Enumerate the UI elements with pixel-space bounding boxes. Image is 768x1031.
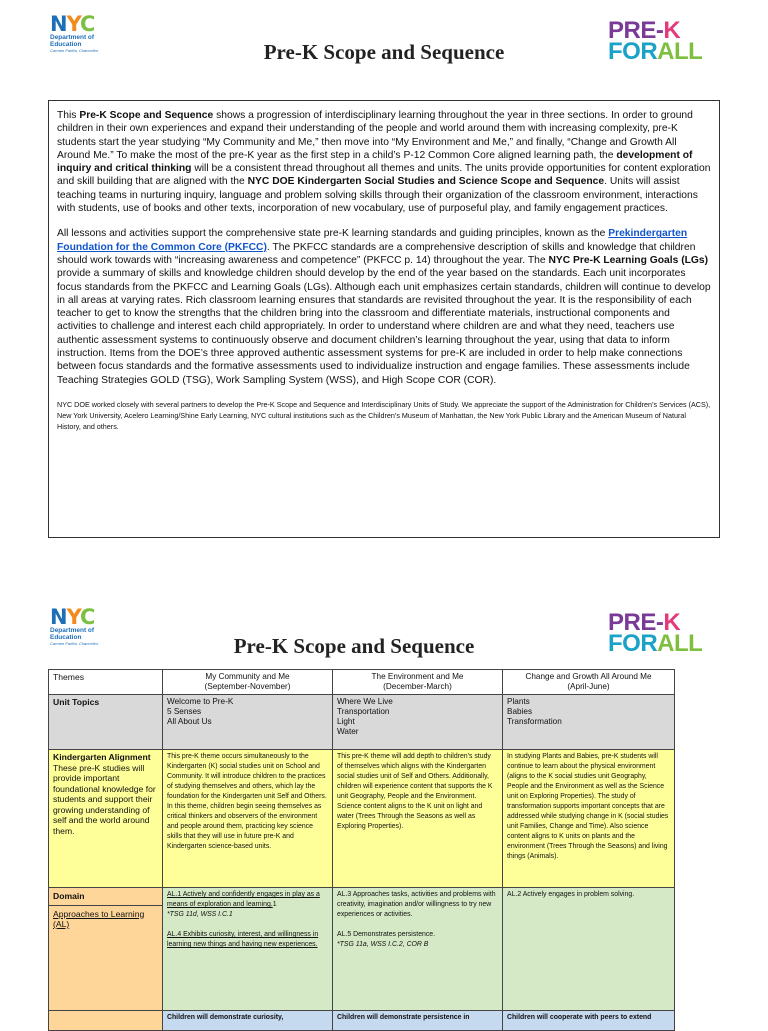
- intro-text-box: [48, 100, 720, 538]
- domain-row: [49, 888, 675, 1011]
- pkfcc-link[interactable]: Prekindergarten Foundation for the Common Core (PKFCC): [57, 228, 688, 253]
- domain-col3: AL.2 Actively engages in problem solving.: [503, 888, 675, 1011]
- header-col1: My Community and Me (September-November): [163, 670, 333, 695]
- kindergarten-alignment-label: Kindergarten Alignment These pre-K studies will provide important foundational knowledge for students and support their growing understanding of self and the world around them.: [49, 750, 163, 888]
- nyc-logo-tagline: Carmen Fariña, Chancellor: [50, 48, 99, 53]
- domain-col2: AL.3 Approaches tasks, activities and problems with creativity, imagination and/or willingness to try new experiences or activities. AL.5 Demonstrates persistence. *TSG 11a, WSS I.C.2, COR B: [333, 888, 503, 1011]
- kindergarten-col1: This pre-K theme occurs simultaneously to the Kindergarten (K) social studies unit on School and Community. It will introduce children to the practices of studying themselves and others, which lay the foundation for the Kindergarten unit Self and Others. In this theme, children begin seeing themselves as critical thinkers and observers of the environment and people around them, practicing key science skills that they will use in future pre-K and Kindergarten science-based units.: [163, 750, 333, 888]
- header-col3: Change and Growth All Around Me (April-June): [503, 670, 675, 695]
- domain-col1: AL.1 Actively and confidently engages in play as a means of exploration and learning.1 *TSG 11d, WSS I.C.1 AL.4 Exhibits curiosity, interest, and willingness in learning new things and having new experiences.: [163, 888, 333, 1011]
- nyc-logo-letters: NYC: [50, 12, 95, 36]
- prek-for-all-logo: PRE-K FORALL: [608, 17, 703, 65]
- scope-sequence-table: [48, 669, 675, 1031]
- header-themes: Themes: [49, 670, 163, 695]
- unit-topics-label: Unit Topics: [49, 695, 163, 750]
- prek-for-all-logo-2: PRE-K FORALL: [608, 609, 703, 657]
- unit-topics-col3: Plants Babies Transformation: [503, 695, 675, 750]
- header-col2: The Environment and Me (December-March): [333, 670, 503, 695]
- nyc-logo-letters: NYC: [50, 605, 95, 629]
- kindergarten-alignment-row: [49, 750, 675, 888]
- intro-paragraph-2: All lessons and activities support the comprehensive state pre-K learning standards and guiding principles, known as the Prekindergarten Foundation for the Common Core (PKFCC). The PKFCC standards are a comprehensive description of skills and knowledge that children should work towards with “increasing awareness and competence” (PKFCC p. 14) throughout the year. The NYC Pre-K Learning Goals (LGs) provide a summary of skills and knowledge children should develop by the end of the year based on the standards. Each unit incorporates focus standards from the PKFCC and Learning Goals (LGs). Although each unit emphasizes certain standards, children will continue to develop in all areas at varying rates. Rich classroom learning ensures that standards are revisited throughout the year. It is the responsibility of each teacher to get to know the strengths that the children bring into the classroom and differentiate materials, instructional components and activities to challenge and interest each child appropriately. In order to understand where children are and what they need, teachers use authentic assessment systems to continuously observe and document children’s learning throughout the year, using that data to inform instruction. Items from the DOE’s three approved authentic assessment systems for pre-K are included in order to help make connections between focus standards and the formative assessments used to individualize instruction and engage families. These assessments include Teaching Strategies GOLD (TSG), Work Sampling System (WSS), and High Scope COR (COR).: [57, 228, 711, 386]
- nyc-logo-edu: Education: [50, 41, 82, 48]
- domain-label: Domain Approaches to Learning (AL): [49, 888, 163, 1011]
- next-row-col1: Children will demonstrate curiosity,: [163, 1011, 333, 1031]
- kindergarten-col2: This pre-K theme will add depth to children’s study of themselves which aligns with the Kindergarten social studies unit of Self and Others. Additionally, children will experience content that supports the K unit Geography, People and the Environment. Science content aligns to the K unit on light and water (Trees Through the Seasons as well as Exploring Properties).: [333, 750, 503, 888]
- page-title-2: Pre-K Scope and Sequence: [233, 634, 475, 658]
- nyc-logo-edu: Education: [50, 634, 82, 641]
- unit-topics-col2: Where We Live Transportation Light Water: [333, 695, 503, 750]
- intro-acknowledgement: NYC DOE worked closely with several partners to develop the Pre-K Scope and Sequence and Interdisciplinary Units of Study. We appreciate the support of the Administration for Children’s Services (ACS), New York University, Acelero Learning/Shine Early Learning, NYC cultural institutions such as the Children’s Museum of Manhattan, the New York Public Library and the American Museum of Natural History, and others.: [57, 399, 711, 431]
- next-row: [49, 1011, 675, 1031]
- nyc-logo-tagline: Carmen Fariña, Chancellor: [50, 641, 99, 646]
- unit-topics-col1: Welcome to Pre-K 5 Senses All About Us: [163, 695, 333, 750]
- table-header-row: [49, 670, 675, 695]
- nyc-logo-dept: Department of: [50, 34, 95, 41]
- next-row-col3: Children will cooperate with peers to extend: [503, 1011, 675, 1031]
- page-title: Pre-K Scope and Sequence: [263, 40, 505, 64]
- intro-paragraph-1: This Pre-K Scope and Sequence shows a progression of interdisciplinary learning throughout the year in three sections. In order to ground children in their own experiences and expand their understanding of the people and world around them with increasing complexity, pre-K students start the year studying “My Community and Me,” then move into “My Environment and Me,” and finally, “Change and Growth All Around Me.” To make the most of the pre-K year as the first step in a child’s P-12 Common Core aligned learning path, the development of inquiry and critical thinking will be a consistent thread throughout all themes and units. The units provide opportunities for content exploration and skill building that are aligned with the NYC DOE Kindergarten Social Studies and Science Scope and Sequence. Units will assist teaching teams in nurturing inquiry, language and problem solving skills through their organization of the classroom environment, interactions with students, use of books and other texts, incorporation of new vocabulary, use of purposeful play, and family engagement practices.: [57, 110, 711, 215]
- kindergarten-col3: In studying Plants and Babies, pre-K students will continue to learn about the physical environment (aligns to the K social studies unit Geography, People and the Environment as well as the Science unit on Exploring Properties). The study of transformation supports important concepts that are addressed while studying change in K (social studies unit Families, Change and Time). Also science content aligns to K units on plants and the environment (Trees Through the Seasons) and living things (Animals).: [503, 750, 675, 888]
- next-row-label: [49, 1011, 163, 1031]
- next-row-col2: Children will demonstrate persistence in: [333, 1011, 503, 1031]
- unit-topics-row: [49, 695, 675, 750]
- nyc-logo-dept: Department of: [50, 627, 95, 634]
